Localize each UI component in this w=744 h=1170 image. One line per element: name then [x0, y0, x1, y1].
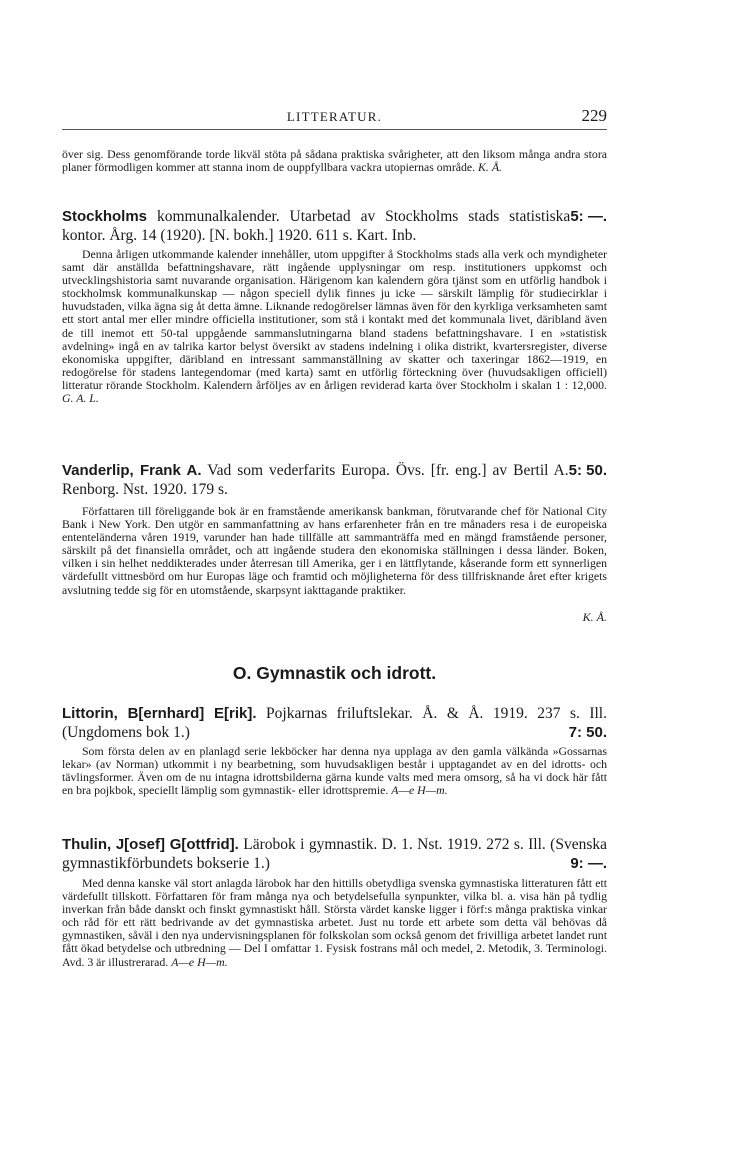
entry-title: Lärobok i gymnastik. D. 1. Nst. 1919. 272 s. Ill. (Svenska gymnastikförbundets bokserie 1.): [62, 836, 607, 872]
entry-review: [62, 877, 607, 969]
entry-review: [62, 745, 607, 797]
entry-heading: [62, 461, 607, 499]
entry-review-text: Denna årligen utkommande kalender innehåller, utom uppgifter å Stockholms stads alla verk och myndigheter samt där anställda befattningshavare, rätt ingående upplysningar om resp. institutioners uppkomst och utvecklingshistoria samt nuvarande organisation. Härigenom kan kalendern göra tjänst som en utförlig handbok i stockholmsk kommunalkunskap — någon speciell dylik finnes ju icke — särskilt lämplig för studiecirklar i huvudstaden, vilka ägna sig åt detta ämne. Liknande redogörelser lämnas även för den kyrkliga verksamheten samt ett stort antal mer eller mindre officiella institutioner, som stå i kontakt med det kommunala livet, däribland även de till inemot ett 50-tal uppgående sammanslutningarna bland stadens befattningshavare. I en »statistisk avdelning» ingå en av talrika kartor belyst översikt av stadens indelning i olika distrikt, kvartersregister, diverse ekonomiska uppgifter, däribland en intressant sammanställning av skatter och taxeringar 1862—1919, en redogörelse för stadens lantegendomar (med karta) samt en utförlig förteckning över (huvudsakligen officiell) litteratur rörande Stockholm. Kalendern årföljes av en årligen reviderad karta över Stockholm i skalan 1 : 12,000.: [62, 247, 607, 392]
entry-author: Stockholms: [62, 208, 148, 225]
entry-signature: A—e H—m.: [391, 783, 448, 798]
entry-price: 5: 50.: [568, 462, 607, 479]
entry-heading: [62, 835, 607, 873]
entry-author: Vanderlip, Frank A.: [62, 462, 202, 479]
running-title: LITTERATUR.: [286, 109, 383, 124]
entry-review: [62, 505, 607, 597]
entry-review-text: Författaren till föreliggande bok är en framstående amerikansk bankman, förutvarande chef för National City Bank i New York. Den utgör en sammanfattning av hans erfarenheter från en tre månaders resa i de europeiska ententeländerna våren 1919, varunder han hade tillfälle att sammanträffa med en mängd framstående personer, särskilt på det finansiella området, och att ingående studera den ekonomiska ställningen i dessa länder. Boken, vilken i sin helhet neddikterades under återresan till Amerika, ger i en lättflytande, kåserande form ett synnerligen värdefullt vittnesbörd om hur Europas läge och framtid och möjligheterna för dess tillfrisknande året efter krigets avslutning tedde sig för en utomstående, skarpsynt iakttagande praktiker.: [62, 504, 607, 597]
entry-signature: A—e H—m.: [171, 954, 228, 969]
entry-author: Littorin, B[ernhard] E[rik].: [62, 705, 257, 722]
entry-signature: K. Å.: [582, 610, 607, 624]
intro-paragraph: [62, 148, 607, 174]
running-header: [62, 107, 607, 130]
entry-title: kommunalkalender. Utarbetad av Stockholms stads statistiska kontor. Årg. 14 (1920). [N. bokh.] 1920. 611 s. Kart. Inb.: [62, 208, 571, 244]
section-heading: O. Gymnastik och idrott.: [232, 663, 437, 683]
entry-title: Pojkarnas friluftslekar. Å. & Å. 1919. 237 s. Ill. (Ungdomens bok 1.): [62, 705, 607, 741]
entry-signature: G. A. L.: [62, 391, 99, 406]
entry-heading: [62, 704, 607, 742]
intro-signature: K. Å.: [478, 160, 502, 175]
intro-text: över sig. Dess genomförande torde likväl stöta på sådana praktiska svårigheter, att den liksom många andra stora planer förmodligen kommer att stanna inom de ouppfyllbara vackra utopiernas område.: [62, 147, 607, 175]
entry-author: Thulin, J[osef] G[ottfrid].: [62, 836, 239, 853]
entry-title: Vad som vederfarits Europa. Övs. [fr. eng.] av Bertil A. Renborg. Nst. 1920. 179 s.: [62, 462, 569, 498]
entry-review-text: Med denna kanske väl stort anlagda lärobok har den hittills obetydliga svenska gymnastiska litteraturen fått ett värdefullt tillskott. Författaren för fram många nya och betydelsefulla synpunkter, vilka bl. a. visa hän på tydlig inverkan från både danskt och finskt gymnastiskt håll. Största värdet kanske ligger i förf:s många praktiska vinkar och råd för ett rätt bedrivande av det gymnastiska arbetet. Just nu torde ett arbete som detta väl behövas då gymnastiken, såväl i den nya undervisningsplanen för folkskolan som också genom det frivilliga arbetet landet runt fått ökad betydelse och utbredning — Del I omfattar 1. Fysisk fostrans mål och medel, 2. Metodik, 3. Terminologi. Avd. 3 är illustrerarad.: [62, 876, 607, 969]
entry-price: 5: —.: [570, 208, 607, 225]
entry-price: 7: 50.: [568, 724, 607, 741]
entry-price: 9: —.: [570, 855, 607, 872]
page-number: 229: [581, 106, 607, 125]
entry-review: [62, 248, 607, 405]
entry-heading: [62, 207, 607, 245]
entry-review-text: Som första delen av en planlagd serie lekböcker har denna nya upplaga av den gamla välkända »Gossarnas lekar» (av Norman) utkommit i ny bearbetning, som huvudsakligen består i upptagandet av en del idrotts- och tävlingsformer. Även om de nu intagna idrottsbilderna gärna kunde valts med mera omsorg, så ha vi dock här fått en bra pojkbok, speciellt lämplig som gymnastik- eller idrottspremie.: [62, 744, 607, 798]
